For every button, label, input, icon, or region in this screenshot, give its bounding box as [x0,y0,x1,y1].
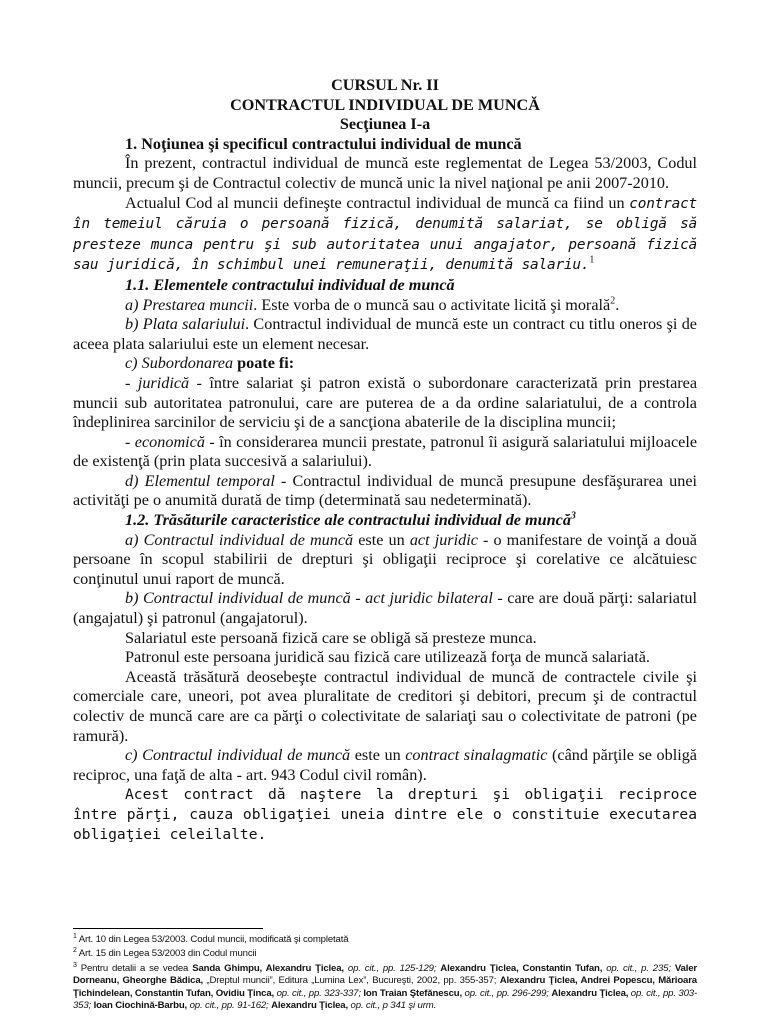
footnote-3-part: op. cit., pp. 296-299; [462,987,552,999]
element-a-term: a) Prestarea muncii [125,295,254,314]
footnote-1-mark: 1 [73,932,77,940]
paragraph-last: Acest contract dă naştere la drepturi şi obligaţii reciproce între părţi, cauza obligaţiei uneia dintre ele o constituie executarea obligaţiei celeilalte. [73,786,697,843]
footnote-separator [73,928,263,929]
footnote-3-part: „Dreptul muncii”, Editura „Lumina Lex”, Bucureşti, 2002, pp. 355-357; [203,975,500,987]
trait-a-term: a) Contractul individual de muncă [125,530,354,549]
trait-a-text: - o manifestare de voinţă a două persoane în scopul stabilirii de drepturi şi obligaţii reciproce şi corelative ce alcătuiesc conţinutul unui raport de muncă. [73,530,697,588]
footnote-3-author: Alexandru Ţiclea, [551,987,629,999]
document-title: CONTRACTUL INDIVIDUAL DE MUNCĂ [230,95,540,114]
footnote-3-author: Valer Dorneanu, Gheorghe Bădica, [73,962,698,987]
section-title: Secţiunea I-a [339,115,431,134]
footnote-3-author: Sanda Ghimpu, Alexandru Ţiclea, [192,962,344,974]
heading-1-2-text: 1.2. Trăsăturile caracteristice ale contractului individual de muncă [125,511,571,530]
footnote-3-author: Ioan Ciochină-Barbu, [93,1000,188,1012]
element-b [73,315,697,354]
economica-term: economică [134,432,205,451]
economica-text: - în considerarea muncii prestate, patronul îi asigură salariatului mijloacele de existenţă (prin plata succesivă a salariului). [73,432,698,471]
trait-a [73,531,697,590]
heading-1: 1. Noţiunea şi specificul contractului individual de muncă [125,134,522,153]
trait-c-term2: contract sinalagmatic [405,746,548,765]
paragraph-trasatura: Această trăsătură deosebeşte contractul individual de muncă de contractele civile şi comerciale care, uneori, pot avea pluralitate de creditori şi debitori, precum şi de contractul colectiv de muncă care are ca părţi o colectivitate de salariaţi sau o colectivitate de patroni (pe ramură). [73,667,697,745]
heading-1-1: 1.1. Elementele contractului individual de muncă [125,275,455,294]
element-b-term: b) Plata salariului [125,315,246,334]
trait-c-mid: este un [350,746,406,765]
footnote-3-author: Ion Traian Ştefănescu, [363,987,462,999]
footnote-3 [73,963,697,1013]
paragraph-patron: Patronul este persoana juridică sau fizică care utilizează forţa de muncă salariată. [125,648,650,667]
definition-lead: Actualul Cod al muncii defineşte contractul individual de muncă ca fiind un [125,193,630,212]
footnote-3-mark: 3 [73,961,77,969]
element-b-text: . Contractul individual de muncă este un contract cu titlu oneros şi de aceea plata salariului este un element necesar. [73,315,697,353]
footnote-3-part: op. cit., pp. 303-353; [73,987,697,1012]
paragraph-salariat: Salariatul este persoană fizică care se obligă să presteze munca. [125,628,537,647]
footnote-3-part: op. cit., pp. 323-337; [274,987,364,999]
footnotes [73,934,697,1014]
trait-a-term2: act juridic [409,530,478,549]
footnote-ref-1[interactable]: 1 [589,254,595,266]
footnote-3-author: Alexandru Ţiclea, [271,1000,348,1012]
footnote-2-mark: 2 [73,947,77,955]
trait-b-text: - care are două părţi: salariatul (angajatul) şi patronul (angajatorul). [73,589,698,628]
heading-1-2 [73,511,697,531]
footnote-3-part: op. cit., p. 235; [602,962,675,974]
trait-c-text: (când părţile se obligă reciproc, una faţă de alta - art. 943 Codul civil român). [73,746,697,784]
trait-c [73,746,697,785]
trait-a-mid: este un [353,530,410,549]
element-d [73,472,697,511]
document-page [73,76,697,844]
footnote-3-part: op. cit., pp. 125-129; [343,962,441,974]
definition-text: contract în temeiul căruia o persoană fizică, denumită salariat, se obligă să presteze munca pentru şi sub autoritatea unui angajator, persoană fizică sau juridică, în schimbul unei remuneraţii, denumită salariu. [73,195,697,274]
element-c-economica: - economică - în considerarea muncii prestate, patronul îi asigură salariatului mijloacele de existenţă (prin plata succesivă a salariului). [73,432,698,471]
element-d-text: - Contractul individual de muncă presupune desfăşurarea unei activităţi pe o anumită durată de timp (determinată sau nedeterminată). [73,471,698,510]
trait-b-term: b) Contractul individual de muncă - act juridic bilateral [125,589,493,608]
element-a-text: . Este vorba de o muncă sau o activitate licită şi morală [253,295,611,314]
element-d-term: d) Elementul temporal [125,471,275,490]
element-c-juridica: - juridică - între salariat şi patron există o subordonare caracterizată prin prestarea muncii sub autoritatea patronului, care are puterea de a da ordine salariatului, de a controla îndeplinirea sarcinilor de serviciu şi de a sancţiona abaterile de la disciplina muncii; [73,373,698,432]
element-c [73,354,697,374]
footnote-1-text: Art. 10 din Legea 53/2003. Codul muncii, modificată şi completată [76,934,349,945]
footnote-1 [73,934,697,946]
paragraph-definition [73,194,697,276]
element-a-end: . [615,295,620,314]
trait-b [73,589,697,628]
paragraph-1: În prezent, contractul individual de muncă este reglementat de Legea 53/2003, Codul muncii, precum şi de Contractul colectiv de muncă unic la nivel naţional pe anii 2007-2010. [73,154,697,192]
footnote-ref-2[interactable]: 2 [610,295,616,307]
element-a [73,296,697,316]
footnote-3-author: Alexandru Ţiclea, Constantin Tufan, [440,962,603,974]
footnote-3-part: op. cit., pp. 91-162; [187,1000,272,1012]
juridica-text: - între salariat şi patron există o subordonare caracterizată prin prestarea muncii sub autoritatea patronului, care are puterea de a da ordine salariatului, de a controla îndeplinirea sarcinilor de serviciu şi de a sancţiona abaterile de la disciplina muncii; [73,373,698,432]
footnote-2 [73,948,697,960]
element-c-text: poate fi: [233,354,295,373]
trait-c-term: c) Contractul individual de muncă [125,746,351,765]
course-number: CURSUL Nr. II [331,76,439,94]
footnote-3-part: Pentru detalii a se vedea [76,962,193,974]
footnote-3-part: op. cit., p 341 şi urm. [348,1000,437,1012]
footnote-2-text: Art. 15 din Legea 53/2003 din Codul muncii [76,948,257,960]
footnote-3-author: Alexandru Ţiclea, Andrei Popescu, Mărioara Ţichindelean, Constantin Tufan, Ovidiu Ţinca, [73,975,697,999]
footnote-ref-3[interactable]: 3 [570,510,576,522]
juridica-term: juridică [137,373,190,392]
element-c-term: c) Subordonarea [125,354,234,373]
